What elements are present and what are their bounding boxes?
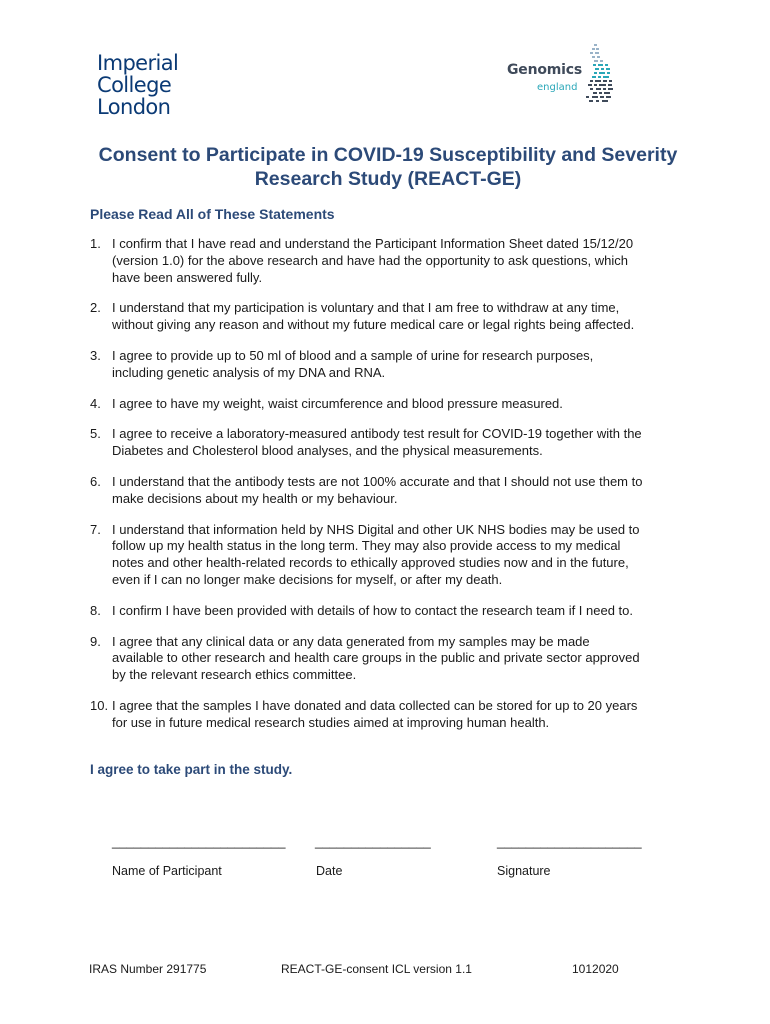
- statement-text-line: I agree that any clinical data or any data generated from my samples may be made: [112, 633, 590, 649]
- consent-statements-list: [90, 236, 690, 746]
- statements-heading: Please Read All of These Statements: [90, 206, 335, 222]
- consent-statement: [90, 348, 690, 382]
- genomics-logo-word: Genomics: [507, 62, 582, 78]
- document-title: [70, 143, 706, 191]
- statement-text-line: (version 1.0) for the above research and have had the opportunity to ask questions, which: [112, 252, 628, 268]
- consent-statement: [90, 474, 690, 508]
- uk-dot-map-icon: [580, 42, 620, 108]
- statement-text-line: for use in future medical research studies aimed at improving human health.: [112, 714, 550, 730]
- title-line-2: Research Study (REACT-GE): [254, 168, 522, 190]
- statement-text-line: follow up my health status in the long term. They may also provide access to my medical: [112, 538, 621, 554]
- statement-number: 8.: [90, 602, 101, 618]
- imperial-logo-line1: Imperial College: [97, 51, 179, 97]
- signature-label: Signature: [497, 864, 551, 878]
- statement-number: 7.: [90, 521, 101, 537]
- statement-text-line: without giving any reason and without my future medical care or legal rights being affected.: [112, 317, 635, 333]
- statement-text-line: notes and other health-related records to ethically approved studies now and in the future,: [112, 555, 629, 571]
- consent-statement: [90, 300, 690, 334]
- date-line: ________________: [315, 834, 431, 849]
- statement-text-line: even if I can no longer make decisions for myself, or after my death.: [112, 571, 503, 587]
- statement-text-line: Diabetes and Cholesterol blood analyses, and the physical measurements.: [112, 443, 543, 459]
- statement-text-line: I understand that the antibody tests are not 100% accurate and that I should not use them to: [112, 473, 643, 489]
- title-line-1: Consent to Participate in COVID-19 Susceptibility and Severity: [98, 144, 678, 166]
- agreement-statement: I agree to take part in the study.: [90, 762, 293, 777]
- document-version: REACT-GE-consent ICL version 1.1: [281, 962, 472, 976]
- consent-statement: [90, 522, 690, 589]
- statement-number: 9.: [90, 633, 101, 649]
- statement-text-line: I agree to provide up to 50 ml of blood and a sample of urine for research purposes,: [112, 347, 594, 363]
- imperial-logo-line2: London: [97, 95, 171, 119]
- statement-text-line: by the relevant research ethics committee.: [112, 667, 357, 683]
- statement-text-line: I confirm that I have read and understand the Participant Information Sheet dated 15/12/20: [112, 236, 634, 251]
- statement-number: 5.: [90, 426, 101, 442]
- statement-text-line: have been answered fully.: [112, 269, 263, 285]
- statement-number: 2.: [90, 300, 101, 316]
- statement-number: 10.: [90, 697, 109, 713]
- signature-line: ____________________: [497, 834, 642, 849]
- consent-statement: [90, 236, 690, 286]
- statement-text-line: I agree to receive a laboratory-measured antibody test result for COVID-19 together with the: [112, 426, 642, 442]
- statement-text-line: I confirm I have been provided with details of how to contact the research team if I need to.: [112, 602, 634, 618]
- statement-text-line: including genetic analysis of my DNA and RNA.: [112, 364, 386, 380]
- statement-text-line: I agree that the samples I have donated and data collected can be stored for up to 20 years: [112, 697, 638, 713]
- statement-number: 6.: [90, 473, 101, 489]
- consent-statement: [90, 603, 690, 620]
- genomics-england-logo: [500, 42, 620, 108]
- participant-name-label: Name of Participant: [112, 864, 222, 878]
- statement-text-line: I understand that my participation is voluntary and that I am free to withdraw at any time,: [112, 300, 620, 316]
- england-logo-word: england: [537, 82, 578, 93]
- statement-text-line: available to other research and health care groups in the public and private sector approved: [112, 650, 640, 666]
- consent-statement: [90, 634, 690, 684]
- consent-statement: [90, 396, 690, 413]
- consent-statement: [90, 426, 690, 460]
- document-code: 1012020: [572, 962, 619, 976]
- iras-number: IRAS Number 291775: [89, 962, 207, 976]
- statement-text-line: I understand that information held by NHS Digital and other UK NHS bodies may be used to: [112, 521, 640, 537]
- imperial-college-london-logo: [97, 52, 257, 118]
- participant-name-line: ________________________: [112, 834, 286, 849]
- statement-text-line: make decisions about my health or my behaviour.: [112, 490, 398, 506]
- consent-statement: [90, 698, 690, 732]
- date-label: Date: [316, 864, 343, 878]
- statement-number: 3.: [90, 347, 101, 363]
- statement-text-line: I agree to have my weight, waist circumference and blood pressure measured.: [112, 395, 563, 411]
- statement-number: 4.: [90, 395, 101, 411]
- statement-number: 1.: [90, 236, 101, 251]
